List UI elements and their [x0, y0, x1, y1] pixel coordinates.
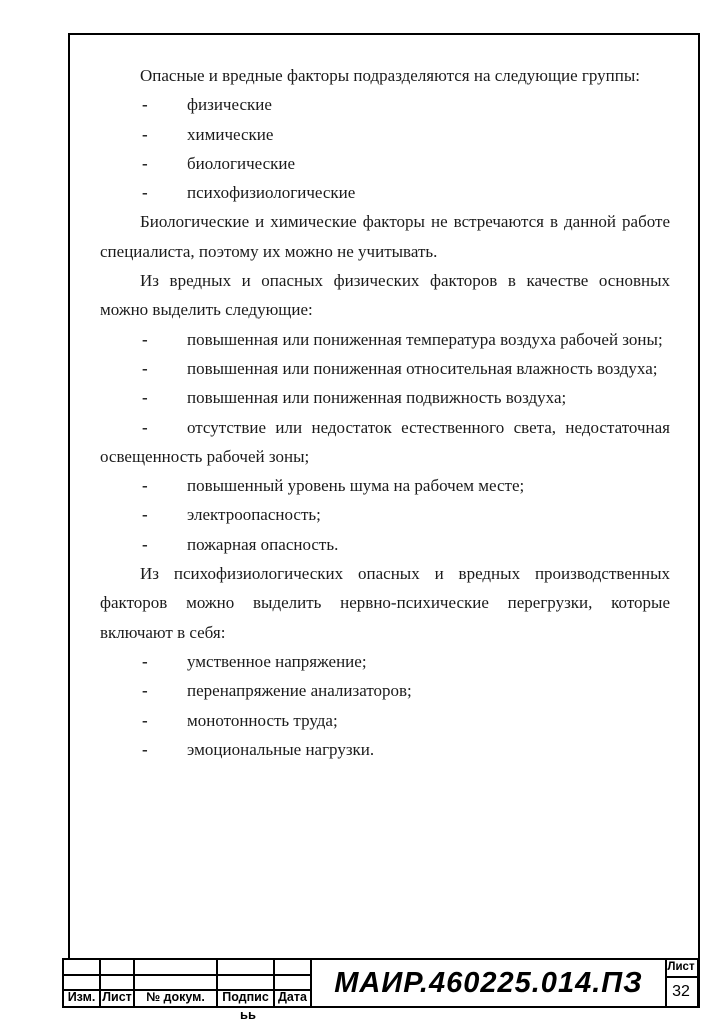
- line-text: умственное напряжение;: [187, 651, 367, 671]
- line-text: психофизиологические: [187, 183, 356, 203]
- title-block-col-list: Лист: [102, 990, 132, 1004]
- bullet-dash: -: [142, 183, 148, 203]
- bullet-dash: -: [142, 417, 148, 437]
- line-text: Опасные и вредные факторы подразделяются на следующие группы:: [140, 66, 641, 85]
- bullet-dash: -: [142, 651, 148, 671]
- bullet-dash: -: [142, 329, 148, 349]
- list-item-line: [100, 383, 670, 412]
- list-item-line: [100, 120, 670, 149]
- line-text: химические: [187, 124, 274, 144]
- title-block: [62, 958, 699, 1008]
- bullet-dash: -: [142, 505, 148, 525]
- line-text: повышенная или пониженная подвижность воздуха;: [187, 388, 567, 408]
- bullet-dash: -: [142, 388, 148, 408]
- bullet-dash: -: [142, 358, 148, 378]
- list-item-line: [100, 647, 670, 676]
- bullet-dash: -: [142, 681, 148, 701]
- paragraph-line: [100, 295, 670, 324]
- document-content: [100, 61, 670, 764]
- line-text: повышенная или пониженная температура воздуха рабочей зоны;: [187, 329, 663, 349]
- list-item-line: [100, 735, 670, 764]
- line-text: перенапряжение анализаторов;: [187, 681, 412, 701]
- line-text: монотонность труда;: [187, 710, 338, 730]
- bullet-dash: -: [142, 124, 148, 144]
- line-text: специалиста, поэтому их можно не учитывать.: [100, 241, 438, 261]
- bullet-dash: -: [142, 95, 148, 115]
- list-item-line: [100, 471, 670, 500]
- sheet-number: 32: [672, 983, 690, 1000]
- list-item-line: [100, 90, 670, 119]
- paragraph-line: [100, 588, 670, 617]
- paragraph-line: [100, 207, 670, 236]
- document-number: МАИР.460225.014.ПЗ: [334, 966, 643, 999]
- list-item-line: [100, 178, 670, 207]
- bullet-dash: -: [142, 476, 148, 496]
- paragraph-line: [100, 61, 670, 90]
- title-block-col-data: Дата: [278, 990, 307, 1004]
- line-text: электроопасность;: [187, 505, 321, 525]
- title-block-overflow-text: ьь: [240, 1007, 256, 1022]
- bullet-dash: -: [142, 710, 148, 730]
- line-text: Из психофизиологических опасных и вредных производственных: [140, 564, 670, 584]
- bullet-dash: -: [142, 534, 148, 554]
- title-block-col-podpis: Подпис: [222, 990, 269, 1004]
- paragraph-line: [100, 266, 670, 295]
- list-item-line: [100, 442, 670, 471]
- paragraph-line: [100, 618, 670, 647]
- line-text: Из вредных и опасных физических факторов в качестве основных: [140, 271, 670, 291]
- list-item-line: [100, 706, 670, 735]
- line-text: биологические: [187, 153, 296, 173]
- line-text: пожарная опасность.: [187, 534, 339, 554]
- line-text: Биологические и химические факторы не встречаются в данной работе: [140, 212, 670, 232]
- line-text: физические: [187, 95, 272, 115]
- sheet-label: Лист: [667, 961, 695, 973]
- paragraph-line: [100, 237, 670, 266]
- line-text: освещенность рабочей зоны;: [100, 446, 310, 466]
- list-item-line: [100, 530, 670, 559]
- list-item-line: [100, 676, 670, 705]
- bullet-dash: -: [142, 153, 148, 173]
- line-text: повышенная или пониженная относительная влажность воздуха;: [187, 358, 658, 378]
- list-item-line: [100, 149, 670, 178]
- title-block-col-docnum: № докум.: [146, 990, 205, 1004]
- line-text: отсутствие или недостаток естественного света, недостаточная: [187, 417, 670, 437]
- list-item-line: [100, 325, 670, 354]
- list-item-line: [100, 354, 670, 383]
- line-text: повышенный уровень шума на рабочем месте;: [187, 476, 525, 496]
- line-text: эмоциональные нагрузки.: [187, 739, 375, 759]
- paragraph-line: [100, 559, 670, 588]
- line-text: включают в себя:: [100, 622, 226, 642]
- line-text: можно выделить следующие:: [100, 300, 313, 320]
- list-item-line: [100, 500, 670, 529]
- list-item-line: [100, 413, 670, 442]
- title-block-col-izm: Изм.: [67, 990, 96, 1004]
- line-text: факторов можно выделить нервно-психические перегрузки, которые: [100, 593, 670, 613]
- bullet-dash: -: [142, 739, 148, 759]
- title-block-hline: [64, 974, 310, 976]
